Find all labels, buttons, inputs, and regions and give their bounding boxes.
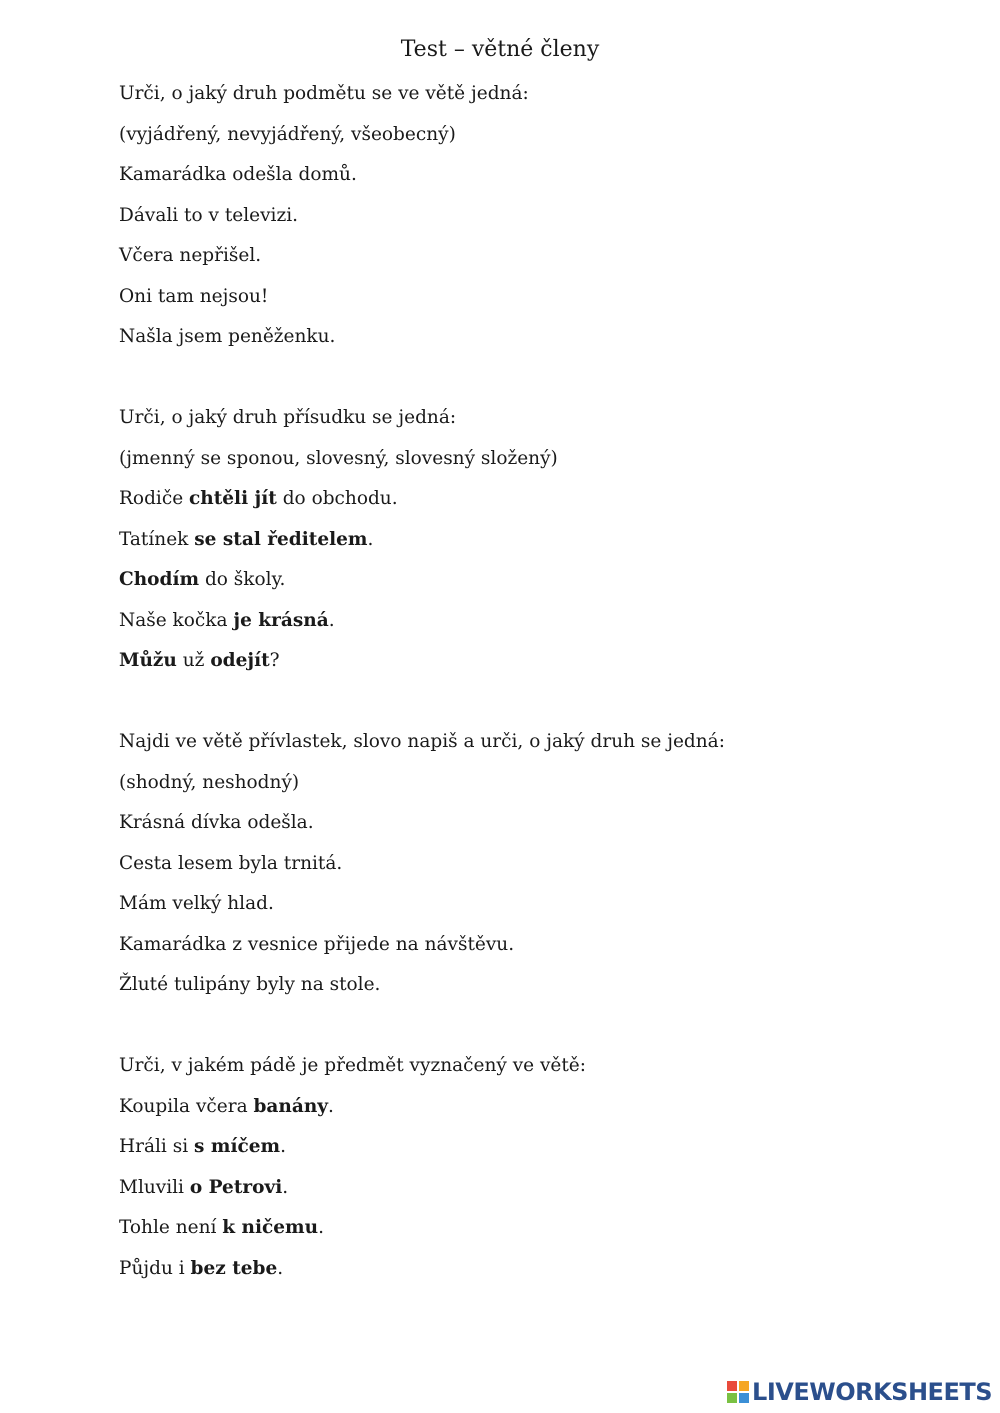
highlighted-predicate: chtěli jít: [189, 488, 277, 509]
section1-instruction: Urči, o jaký druh podmětu se ve větě jedná:: [119, 83, 529, 104]
logo-square-icon: [727, 1393, 737, 1403]
section-spacer: [119, 688, 939, 729]
highlighted-predicate: Chodím: [119, 569, 200, 590]
sentence: Kamarádka odešla domů.: [119, 164, 357, 185]
section1-options: (vyjádřený, nevyjádřený, všeobecný): [119, 123, 456, 145]
highlighted-object: banány: [253, 1095, 329, 1117]
sentence: Krásná dívka odešla.: [119, 812, 314, 833]
sentence: Žluté tulipány byly na stole.: [119, 974, 381, 995]
section2-options: (jmenný se sponou, slovesný, slovesný složený): [119, 447, 558, 469]
sentence: Koupila včera banány.: [119, 1095, 334, 1117]
section3-options: (shodný, neshodný): [119, 771, 300, 793]
sentence: Cesta lesem byla trnitá.: [119, 852, 343, 874]
liveworksheets-icon: [727, 1381, 749, 1403]
brand-name: LIVEWORKSHEETS: [752, 1378, 992, 1406]
page-title: Test – větné členy: [400, 37, 600, 62]
logo-square-icon: [739, 1393, 749, 1403]
highlighted-object: k ničemu: [222, 1217, 319, 1238]
sentence: Tatínek se stal ředitelem.: [119, 528, 374, 550]
sentence: Dávali to v televizi.: [119, 204, 299, 226]
sentence: Hráli si s míčem.: [119, 1136, 286, 1157]
section3-instruction: Najdi ve větě přívlastek, slovo napiš a urči, o jaký druh se jedná:: [119, 731, 725, 752]
sentence: Rodiče chtěli jít do obchodu.: [119, 488, 398, 509]
sentence: Chodím do školy.: [119, 569, 286, 590]
section-spacer: [119, 1012, 939, 1053]
sentence: Tohle není k ničemu.: [119, 1217, 324, 1238]
worksheet-content: [119, 80, 939, 1295]
highlighted-predicate: se stal ředitelem: [194, 528, 368, 550]
sentence: Naše kočka je krásná.: [119, 609, 335, 631]
highlighted-predicate: Můžu: [119, 650, 177, 671]
sentence: Našla jsem peněženku.: [119, 326, 336, 347]
highlighted-predicate: je krásná: [233, 609, 329, 631]
liveworksheets-logo[interactable]: [727, 1377, 992, 1407]
sentence: Půjdu i bez tebe.: [119, 1257, 284, 1279]
logo-square-icon: [727, 1381, 737, 1391]
sentence: Mám velký hlad.: [119, 893, 274, 914]
sentence: Včera nepřišel.: [119, 245, 262, 266]
highlighted-object: bez tebe: [190, 1257, 278, 1279]
sentence: Oni tam nejsou!: [119, 285, 269, 307]
sentence: Mluvili o Petrovi.: [119, 1176, 289, 1198]
section4-instruction: Urči, v jakém pádě je předmět vyznačený ve větě:: [119, 1055, 586, 1076]
sentence: Kamarádka z vesnice přijede na návštěvu.: [119, 933, 515, 955]
highlighted-predicate: odejít: [210, 650, 270, 671]
highlighted-object: o Petrovi: [189, 1176, 283, 1198]
section2-instruction: Urči, o jaký druh přísudku se jedná:: [119, 407, 457, 428]
sentence: Můžu už odejít?: [119, 650, 280, 671]
section-spacer: [119, 364, 939, 405]
highlighted-object: s míčem: [194, 1136, 281, 1157]
logo-square-icon: [739, 1381, 749, 1391]
